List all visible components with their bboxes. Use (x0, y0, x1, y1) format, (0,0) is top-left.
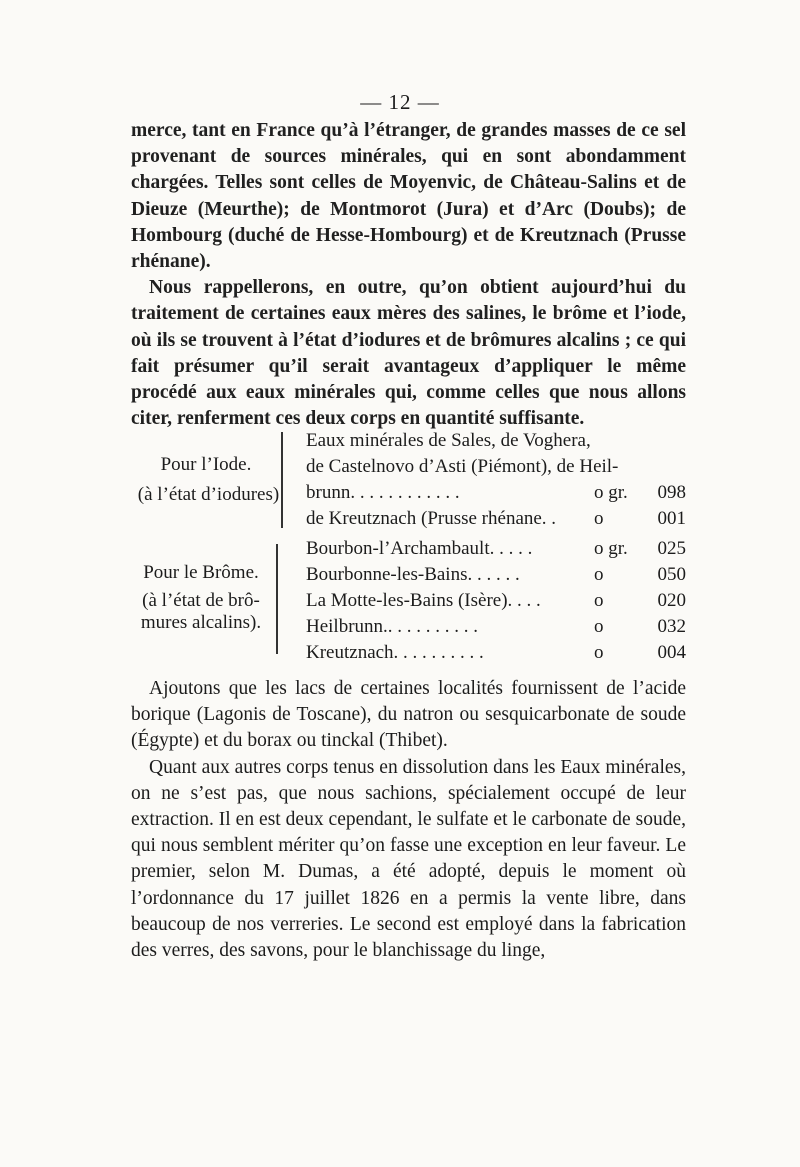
brome-row-2-name: Bourbonne-les-Bains. . . . . . (306, 564, 520, 585)
paragraph-3-text: Ajoutons que les lacs de certaines localités fournissent de l’acide borique (Lagonis de Toscane), du natron ou sesquicarbonate de soude (Égypte) et du borax ou tinckal (Thibet). (131, 678, 686, 752)
brome-brace (276, 544, 278, 654)
paragraph-1: merce, tant en France qu’à l’étranger, de grandes masses de ce sel provenant de sources minérales, qui en sont abondamment chargées. Telles sont celles de Moyenvic, de Château-Salins et de Dieuze (Meurthe); de Montmorot (Jura) et d’Arc (Doubs); de Hombourg (duché de Hesse-Hombourg) et de Kreutznach (Prusse rhénane). (131, 120, 686, 273)
paragraph-4-text: Quant aux autres corps tenus en dissolution dans les Eaux minérales, on ne s’est pas, que nous sachions, spécialement occupé de leur extraction. Il en est deux cependant, le sulfate et le carbonate de soude, qui nous semblent mériter qu’on fasse une exception en leur faveur. Le premier, selon M. Dumas, a été adopté, depuis le moment où l’ordonnance du 17 juillet 1826 en a permis la vente libre, dans beaucoup de nos verreries. Le second est employé dans la fabrication des verres, des savons, pour le blanchissage du linge, (131, 756, 686, 962)
brome-row-1-unit: o gr. (594, 538, 628, 559)
brome-row-4-value: 032 (657, 616, 686, 637)
iode-row-2 (306, 506, 686, 532)
iode-row-1 (306, 480, 686, 506)
iode-row-2-unit: o (594, 508, 604, 529)
brome-group (131, 536, 686, 668)
brome-row-1-value: 025 (657, 538, 686, 559)
brome-row-1 (306, 536, 686, 562)
paragraph-3 (131, 676, 686, 755)
brome-row-2-unit: o (594, 564, 604, 585)
iode-row-2-value: 001 (657, 508, 686, 529)
iode-group (131, 428, 686, 532)
iode-row-1-name: brunn. . . . . . . . . . . . (306, 482, 460, 503)
iode-label: Pour l’Iode. (160, 454, 252, 475)
brome-row-4-name: Heilbrunn.. . . . . . . . . . (306, 616, 479, 637)
brome-row-5-value: 004 (657, 642, 686, 663)
brome-row-4 (306, 614, 686, 640)
iode-brace (281, 432, 283, 528)
paragraph-2-text: Nous rappellerons, en outre, qu’on obtient aujourd’hui du traitement de certaines eaux mères des salines, le brôme et l’iode, où ils se trouvent à l’état d’iodures et de brômures alcalins ; ce qui fait présumer qu’il serait avantageux d’appliquer le même procédé aux eaux minérales qui, comme celles que nous allons citer, renferment ces deux corps en quantité suffisante. (131, 277, 686, 430)
closing-text (131, 676, 686, 964)
iode-line-1: Eaux minérales de Sales, de Voghera, (306, 430, 591, 451)
brome-row-4-unit: o (594, 616, 604, 637)
brome-row-3-value: 020 (657, 590, 686, 611)
brome-row-3-name: La Motte-les-Bains (Isère). . . . (306, 590, 541, 611)
brome-label: Pour le Brôme. (143, 562, 259, 583)
brome-row-1-name: Bourbon-l’Archambault. . . . . (306, 538, 533, 559)
iode-row-2-name: de Kreutznach (Prusse rhénane. . (306, 508, 557, 529)
paragraph-4 (131, 755, 686, 965)
brome-row-3-unit: o (594, 590, 604, 611)
brome-sublabel-2: mures alcalins). (140, 612, 262, 633)
paragraph-2 (131, 275, 686, 432)
iode-sublabel: (à l’état d’iodures) (137, 484, 280, 505)
brome-row-2-value: 050 (657, 564, 686, 585)
iode-row-1-unit: o gr. (594, 482, 628, 503)
iode-sources (306, 428, 686, 480)
brome-sublabel-1: (à l’état de brô- (142, 590, 260, 611)
brome-row-2 (306, 562, 686, 588)
opening-text (131, 118, 686, 432)
page-number: — 12 — (360, 90, 440, 114)
brome-row-5-unit: o (594, 642, 604, 663)
brome-row-5-name: Kreutznach. . . . . . . . . . (306, 642, 484, 663)
iode-line-2: de Castelnovo d’Asti (Piémont), de Heil- (306, 456, 619, 477)
iode-row-1-value: 098 (657, 482, 686, 503)
brome-row-5 (306, 640, 686, 666)
brome-row-3 (306, 588, 686, 614)
